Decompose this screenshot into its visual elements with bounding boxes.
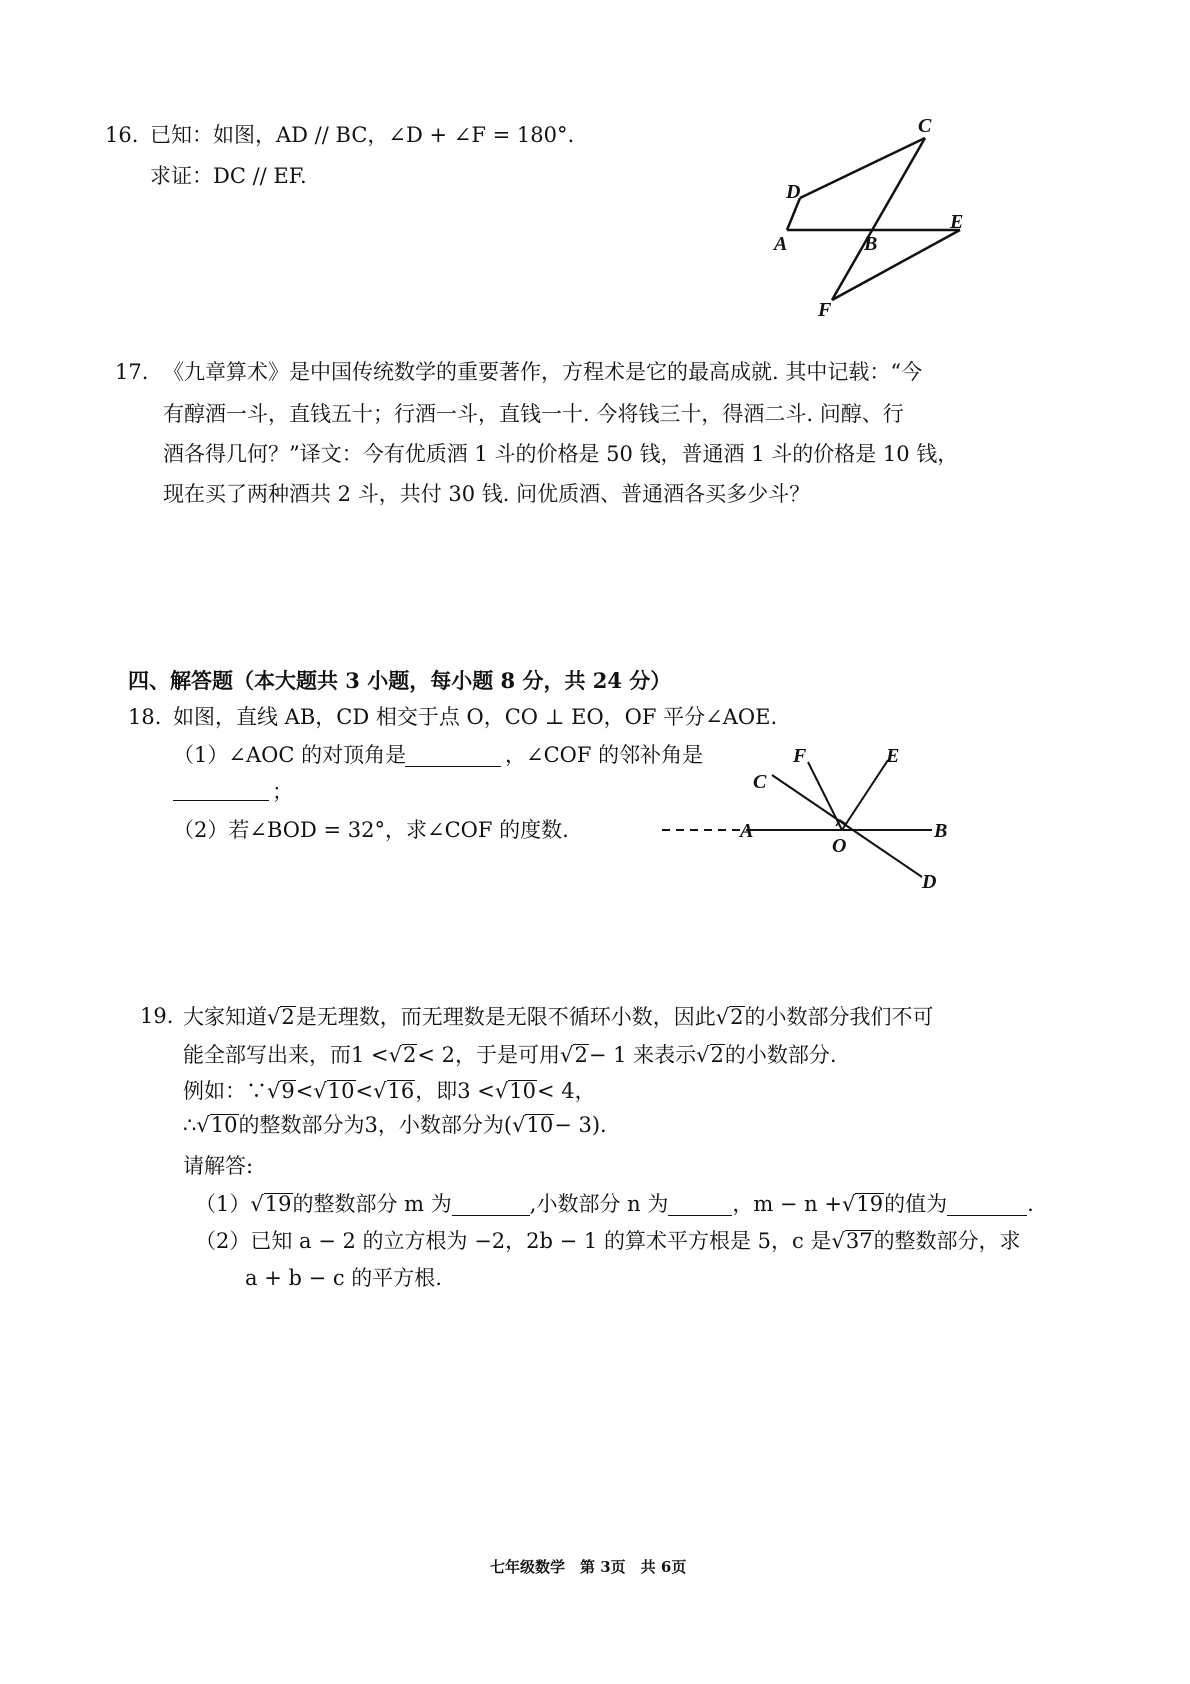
line-cd — [772, 775, 922, 877]
answer-blank-2[interactable] — [173, 800, 269, 801]
label-b: B — [934, 820, 948, 842]
q17-line-2: 有醇酒一斗，直钱五十；行酒一斗，直钱一十. 今将钱三十，得酒二斗. 问醇、行 — [163, 402, 904, 426]
answer-blank-1[interactable] — [405, 766, 501, 767]
segment-dc — [800, 138, 925, 198]
q19-instruction: 请解答: — [183, 1154, 254, 1178]
label-e: E — [950, 211, 964, 233]
q17-line-3: 酒各得几何？”译文：今有优质酒 1 斗的价格是 50 钱，普通酒 1 斗的价格是 10 钱， — [163, 442, 959, 466]
q19-line-4: ∴√10的整数部分为3，小数部分为(√10− 3). — [183, 1113, 607, 1137]
q18-number: 18. — [128, 705, 162, 729]
ray-oe — [842, 760, 888, 830]
q17-number: 17. — [115, 360, 149, 384]
q19-part2: （2）已知 a − 2 的立方根为 −2，2b − 1 的算术平方根是 5，c 是√37的整数部分，求 — [195, 1229, 1021, 1253]
q18-stem: 如图，直线 AB，CD 相交于点 O，CO ⊥ EO，OF 平分∠AOE. — [173, 705, 778, 729]
q16-prove: 求证：DC // EF. — [150, 164, 307, 188]
label-f: F — [793, 745, 807, 767]
label-c: C — [918, 115, 932, 137]
label-a: A — [774, 233, 788, 255]
label-b: B — [864, 233, 878, 255]
q16-figure — [760, 110, 1000, 320]
label-c: C — [753, 771, 767, 793]
q19-number: 19. — [140, 1004, 174, 1028]
q18-figure — [660, 740, 970, 900]
label-o: O — [832, 835, 847, 857]
q17-line-1: 《九章算术》是中国传统数学的重要著作，方程术是它的最高成就. 其中记载：“今 — [163, 360, 923, 384]
answer-blank-m[interactable] — [452, 1194, 530, 1216]
label-a: A — [740, 820, 754, 842]
q19-line-3: 例如：∵√9<√10<√16，即3 <√10< 4， — [183, 1079, 596, 1103]
label-d: D — [922, 871, 937, 893]
q19-part2-cont: a + b − c 的平方根. — [245, 1266, 442, 1290]
q18-part1-a: （1）∠AOC 的对顶角是 — [173, 743, 407, 767]
q19-line-2: 能全部写出来，而1 <√2< 2，于是可用√2− 1 来表示√2的小数部分. — [183, 1043, 837, 1067]
label-e: E — [886, 745, 900, 767]
page-footer: 七年级数学 第 3页 共 6页 — [490, 1558, 687, 1576]
label-d: D — [786, 181, 801, 203]
ray-of — [808, 762, 842, 830]
answer-blank-n[interactable] — [668, 1194, 732, 1216]
q18-part1-c: ； — [272, 780, 293, 804]
q17-line-4: 现在买了两种酒共 2 斗，共付 30 钱. 问优质酒、普通酒各买多少斗？ — [163, 482, 811, 506]
q16-number: 16. — [105, 123, 139, 147]
q18-part1-b: ，∠COF 的邻补角是 — [505, 743, 704, 767]
q19-line-1: 大家知道√2是无理数，而无理数是无限不循环小数，因此√2的小数部分我们不可 — [183, 1005, 934, 1029]
q18-part2: （2）若∠BOD = 32°，求∠COF 的度数. — [173, 818, 569, 842]
label-f: F — [818, 299, 832, 320]
section-heading: 四、解答题（本大题共 3 小题，每小题 8 分，共 24 分） — [128, 668, 672, 693]
q16-given: 已知：如图，AD // BC，∠D + ∠F = 180°. — [150, 123, 575, 147]
answer-blank-value[interactable] — [947, 1194, 1027, 1216]
q19-part1: （1）√19的整数部分 m 为 ,小数部分 n 为 ，m − n +√19的值为 . — [195, 1192, 1034, 1216]
